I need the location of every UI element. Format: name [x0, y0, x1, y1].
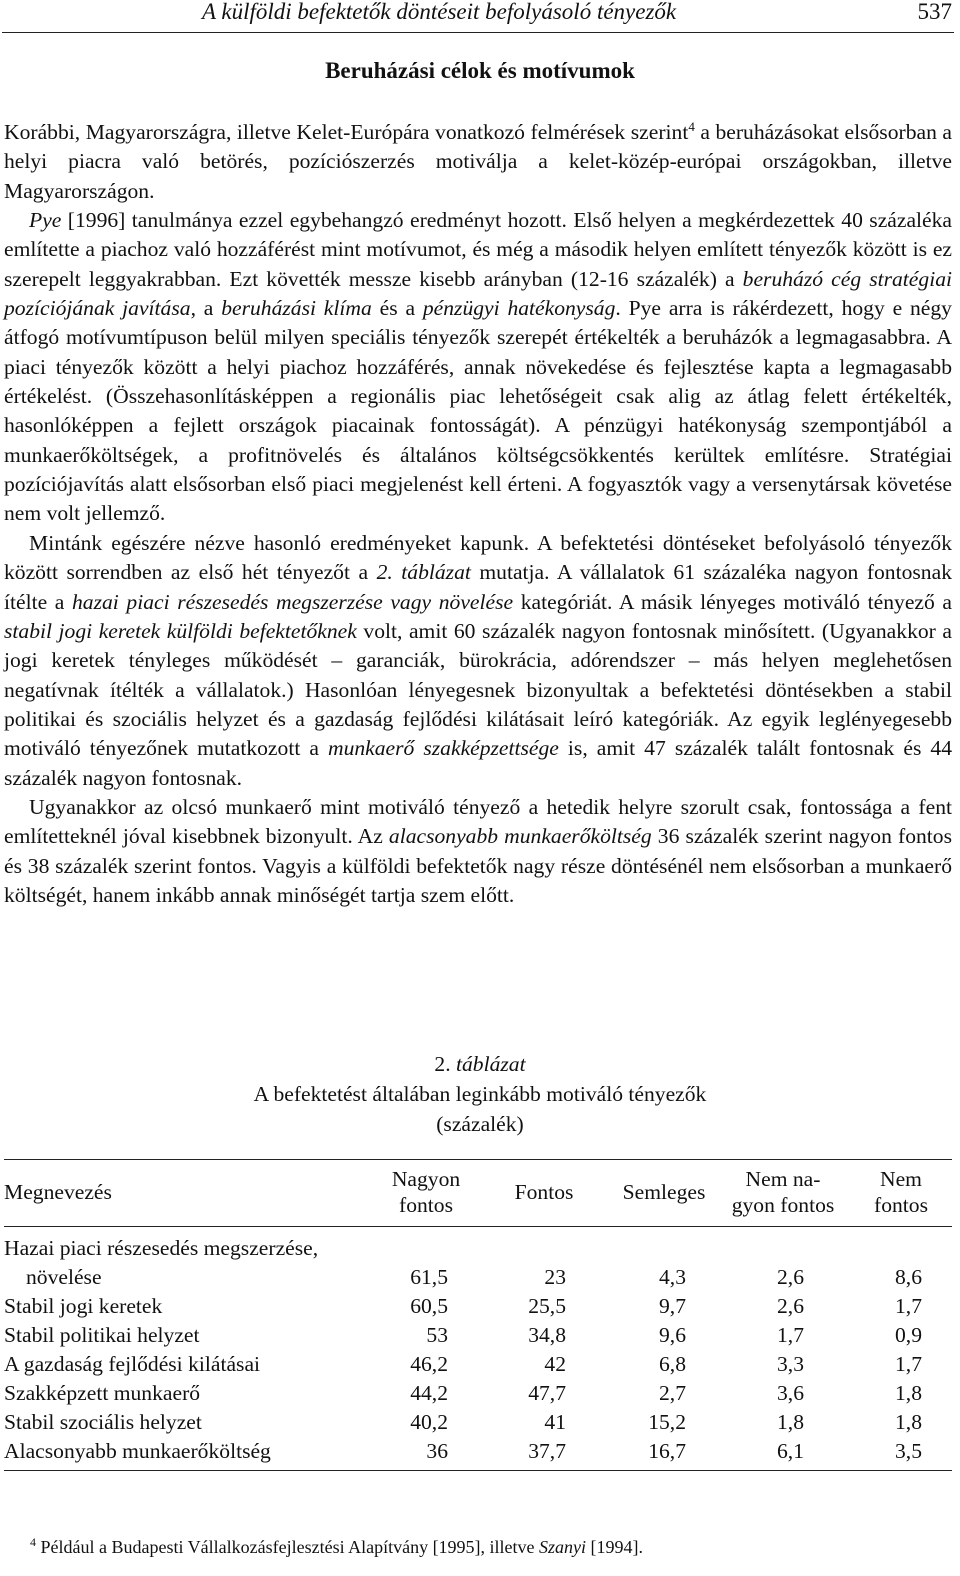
footnote-author: Szanyi: [539, 1537, 587, 1557]
paragraph-3-text-b: mutatja. A vállalatok 61 százaléka nagyon fontosnak ítélte a: [4, 560, 952, 614]
paragraph-3-text-c: kategóriát. A másik lényeges motiváló tényező a: [513, 589, 952, 614]
table-row: [4, 1352, 924, 1381]
paragraph-2-text-c: és a: [371, 296, 423, 321]
paragraph-2: [4, 206, 952, 529]
paragraph-3-italic-3: stabil jogi keretek külföldi befektetőknek: [4, 618, 357, 643]
header-megnevezes: Megnevezés: [4, 1180, 112, 1204]
cell-semleges: 9,6: [659, 1323, 686, 1347]
paragraph-3: [4, 529, 952, 793]
paragraph-3-text-d: volt, amit 60 százalék nagyon fontosnak minősített. (Ugyanakkor a jogi keretek tényleges működését – garanciák, bürokrácia, adórendszer – más helyen meglehetősen negatívnak ítélték a vállalatok.) Hasonlóan lényegesnek bizonyultak a befektetési döntésekben a stabil politikai és szociális helyzet és a gazdaság fejlődési kilátásait leíró kategóriák. Az egyik leglényegesebb motiváló tényezőnek mutatkozott a: [4, 618, 952, 761]
table-row: [4, 1236, 924, 1265]
cell-semleges: 15,2: [648, 1410, 686, 1434]
paragraph-1-text-a: Korábbi, Magyarországra, illetve Kelet-Európára vonatkozó felmérések szerint: [4, 120, 689, 144]
paragraph-3-text-e: is, amit 47 százalék talált fontosnak és 44 százalék nagyon fontosnak.: [4, 736, 952, 790]
cell-semleges: 6,8: [659, 1352, 686, 1376]
cell-fontos: 42: [544, 1352, 566, 1376]
row-label: Stabil szociális helyzet: [4, 1410, 202, 1434]
cell-nagyon-fontos: 61,5: [410, 1265, 448, 1289]
row-label: Alacsonyabb munkaerőköltség: [4, 1439, 271, 1463]
table-row: [4, 1323, 924, 1352]
table-row: [4, 1294, 924, 1323]
running-header: [2, 0, 954, 33]
row-label-continued: növelése: [26, 1265, 102, 1289]
paragraph-2-text-d: . Pye arra is rákérdezett, hogy e négy átfogó motívumtípuson belül milyen speciális tényezők szerepét értékelték a beruházók a legmagasabbra. A piaci tényezők között a helyi piachoz hozzáférés, annak növekedése és fejlesztése kapta a legmagasabb értékelést. (Összehasonlításképpen a regionális piac lehetőségeit csak alig az átlag felett értékelték, hasonlóképpen a fejlett országok piacainak fontosságát). A pénzügyi hatékonyság szempontjából a munkaerőköltségek, a profitnövelés és általános költségcsökkentés kerültek említésre. Stratégiai pozíciójavítás alatt elsősorban első piaci megjelenést kell érteni. A fogyasztók vagy a versenytársak követése nem volt jellemző.: [4, 296, 952, 526]
footnote-text-b: [1994].: [586, 1537, 644, 1557]
paragraph-2-italic-2: beruházási klíma: [221, 296, 372, 321]
table-row: [4, 1381, 924, 1410]
cell-nem-fontos: 1,8: [895, 1410, 922, 1434]
cell-semleges: 16,7: [648, 1439, 686, 1463]
body-text: [4, 118, 952, 910]
cell-nem-nagyon-fontos: 1,7: [777, 1323, 804, 1347]
cell-nagyon-fontos: 53: [426, 1323, 448, 1347]
page-number: 537: [917, 0, 952, 24]
row-label: Szakképzett munkaerő: [4, 1381, 201, 1405]
paragraph-2-text-b: , a: [190, 296, 222, 321]
paragraph-1-text-b: a beruházásokat elsősorban a helyi piacra való betörés, pozíciószerzés motiválja a kelet-közép-európai országokban, illetve Magyarországon.: [4, 120, 952, 203]
table-row: [4, 1265, 924, 1294]
header-nem-nagyon-fontos-line1: Nem na-: [745, 1167, 821, 1191]
table-row: [4, 1410, 924, 1439]
table-top-rule: [4, 1159, 952, 1160]
cell-nem-nagyon-fontos: 2,6: [777, 1294, 804, 1318]
cell-nagyon-fontos: 40,2: [410, 1410, 448, 1434]
table-title: A befektetést általában leginkább motiváló tényezők: [253, 1082, 707, 1106]
footnote: [30, 1537, 643, 1558]
cell-fontos: 37,7: [528, 1439, 566, 1463]
table-unit: (százalék): [436, 1112, 524, 1136]
cell-nagyon-fontos: 46,2: [410, 1352, 448, 1376]
cell-nem-fontos: 8,6: [895, 1265, 922, 1289]
cell-nagyon-fontos: 60,5: [410, 1294, 448, 1318]
cell-fontos: 25,5: [528, 1294, 566, 1318]
paragraph-4-italic-1: alacsonyabb munkaerőköltség: [388, 824, 652, 849]
paragraph-2-text-a: [1996] tanulmánya ezzel egybehangzó eredményt hozott. Első helyen a megkérdezettek 40 százaléka említette a piachoz való hozzáférést mint motívumot, és még a második helyen említett tényezők között is ez szerepelt leggyakrabban. Ezt követték messze kisebb arányban (12-16 százalék) a: [4, 208, 952, 291]
header-nem-fontos-line2: fontos: [874, 1193, 928, 1217]
cell-fontos: 23: [544, 1265, 566, 1289]
paragraph-4-text-a: Ugyanakkor az olcsó munkaerő mint motiváló tényező a hetedik helyre szorult csak, fontossága a fent említetteknél jóval kisebbnek bizonyult. Az: [4, 794, 952, 849]
cell-nem-fontos: 1,7: [895, 1352, 922, 1376]
cell-nem-nagyon-fontos: 3,3: [777, 1352, 804, 1376]
paragraph-2-italic-1: beruházó cég stratégiai pozíciójának javítása: [4, 266, 952, 321]
footnote-ref: 4: [688, 119, 695, 134]
paragraph-4-text-b: 36 százalék szerint nagyon fontos és 38 százalék szerint fontos. Vagyis a külföldi befektetők nagy része döntésénél nem elsősorban a munkaerő költségét, hanem inkább annak minőségét tartja szem előtt.: [4, 824, 952, 907]
paragraph-3-italic-2: hazai piaci részesedés megszerzése vagy növelése: [72, 589, 514, 614]
paragraph-2-italic-3: pénzügyi hatékonyság: [422, 296, 616, 321]
paragraph-3-italic-4: munkaerő szakképzettsége: [327, 736, 559, 761]
running-title: A külföldi befektetők döntéseit befolyásoló tényezők: [202, 0, 677, 24]
header-nem-fontos-line1: Nem: [880, 1167, 922, 1191]
table-number: [0, 1052, 960, 1077]
section-title: Beruházási célok és motívumok: [325, 58, 635, 83]
cell-fontos: 34,8: [528, 1323, 566, 1347]
table-bottom-rule: [4, 1470, 952, 1471]
cell-nem-fontos: 1,8: [895, 1381, 922, 1405]
cell-semleges: 2,7: [659, 1381, 686, 1405]
cell-semleges: 9,7: [659, 1294, 686, 1318]
paragraph-3-text-a: Mintánk egészére nézve hasonló eredményeket kapunk. A befektetési döntéseket befolyásoló tényezők között sorrendben az első hét tényezőt a: [4, 530, 952, 585]
cell-nem-fontos: 3,5: [895, 1439, 922, 1463]
paragraph-4: [4, 793, 952, 910]
table-row: [4, 1439, 924, 1468]
cell-fontos: 47,7: [528, 1381, 566, 1405]
header-nagyon-fontos-line1: Nagyon: [391, 1167, 461, 1191]
header-nem-nagyon-fontos-line2: gyon fontos: [731, 1193, 835, 1217]
table-number-word: táblázat: [456, 1052, 526, 1076]
footnote-marker: 4: [30, 1535, 36, 1549]
table-reference: 2. táblázat: [376, 560, 471, 585]
header-semleges: Semleges: [622, 1180, 706, 1204]
author-pye: Pye: [29, 208, 62, 233]
header-nem-nagyon-fontos: [718, 1166, 848, 1218]
cell-nem-fontos: 0,9: [895, 1323, 922, 1347]
cell-nem-nagyon-fontos: 1,8: [777, 1410, 804, 1434]
paragraph-1: [4, 118, 952, 206]
cell-nem-nagyon-fontos: 6,1: [777, 1439, 804, 1463]
header-nagyon-fontos-line2: fontos: [399, 1193, 453, 1217]
cell-semleges: 4,3: [659, 1265, 686, 1289]
table-number-digit: 2.: [434, 1052, 456, 1076]
cell-nem-nagyon-fontos: 3,6: [777, 1381, 804, 1405]
row-label: Hazai piaci részesedés megszerzése,: [4, 1236, 319, 1260]
row-label: Stabil jogi keretek: [4, 1294, 163, 1318]
header-nagyon-fontos: [376, 1166, 476, 1218]
header-nem-fontos: [856, 1166, 946, 1218]
header-fontos: Fontos: [514, 1180, 574, 1204]
footnote-text-a: Például a Budapesti Vállalkozásfejlesztési Alapítvány [1995], illetve: [36, 1537, 540, 1557]
cell-nem-fontos: 1,7: [895, 1294, 922, 1318]
row-label: Stabil politikai helyzet: [4, 1323, 200, 1347]
table-header-rule: [4, 1226, 952, 1227]
row-label: A gazdaság fejlődési kilátásai: [4, 1352, 261, 1376]
cell-nagyon-fontos: 44,2: [410, 1381, 448, 1405]
cell-nagyon-fontos: 36: [426, 1439, 448, 1463]
cell-nem-nagyon-fontos: 2,6: [777, 1265, 804, 1289]
cell-fontos: 41: [544, 1410, 566, 1434]
